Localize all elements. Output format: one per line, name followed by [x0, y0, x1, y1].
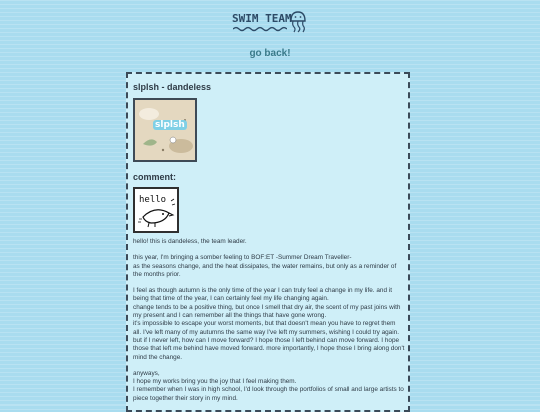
text-line: hello! this is dandeless, the team leader.: [133, 238, 247, 245]
jellyfish-icon: [289, 11, 307, 33]
text-line: change tends to be a positive thing, but once I smell that dry air, the scent of my past joins with my present and I can remember all the things that have gone wrong.: [133, 303, 401, 320]
text-line: as the seasons change, and the heat dissipates, the water remains, but only as a reminder of the months prior.: [133, 262, 397, 278]
beach-scene-icon: [135, 100, 195, 160]
text-line: it's impossible to escape your worst moments, but that doesn't mean you have to regret them all. I've left many of my autumns the same way I've left my summers, wishing I could try again.: [133, 320, 399, 336]
text-line: I hope my works bring you the joy that I feel making them.: [133, 378, 297, 386]
paragraph: [133, 254, 405, 279]
wave-icon: [233, 26, 287, 32]
bird-doodle-icon: [135, 189, 177, 231]
logo-text: SWIM TEAM: [232, 12, 292, 25]
cover-image[interactable]: [133, 98, 197, 162]
post-panel: [126, 72, 410, 412]
paragraph: [133, 370, 405, 403]
text-line: this year, I'm bringing a somber feeling to BOF:ET -Summer Dream Traveller-: [133, 254, 352, 262]
paragraph: [133, 238, 405, 246]
paragraph: [133, 287, 405, 362]
site-logo[interactable]: [232, 10, 312, 36]
comment-image[interactable]: [133, 187, 179, 233]
text-line: but if I never left, how can I move forward? I hope those I left behind can move forward. I hope those that left me behind have moved forward. more importantly, I hope those I bring along don't mind the change.: [133, 336, 405, 361]
text-line: I remember when I was in high school, I'd look through the portfolios of small and large artists to piece together their story in my mind.: [133, 386, 404, 402]
text-line: I feel as though autumn is the only time of the year I can truly feel a change in my life. and it being that time of the year, I can certainly feel my life changing again.: [133, 287, 392, 303]
post-body: [133, 238, 405, 403]
go-back-link[interactable]: go back!: [249, 48, 291, 59]
cover-word: slplsh: [155, 120, 185, 130]
comment-label: comment:: [133, 172, 177, 182]
text-line: anyways,: [133, 369, 160, 377]
comment-image-word: hello: [139, 195, 167, 205]
post-title: slplsh - dandeless: [133, 82, 212, 92]
post-content: [133, 82, 405, 411]
